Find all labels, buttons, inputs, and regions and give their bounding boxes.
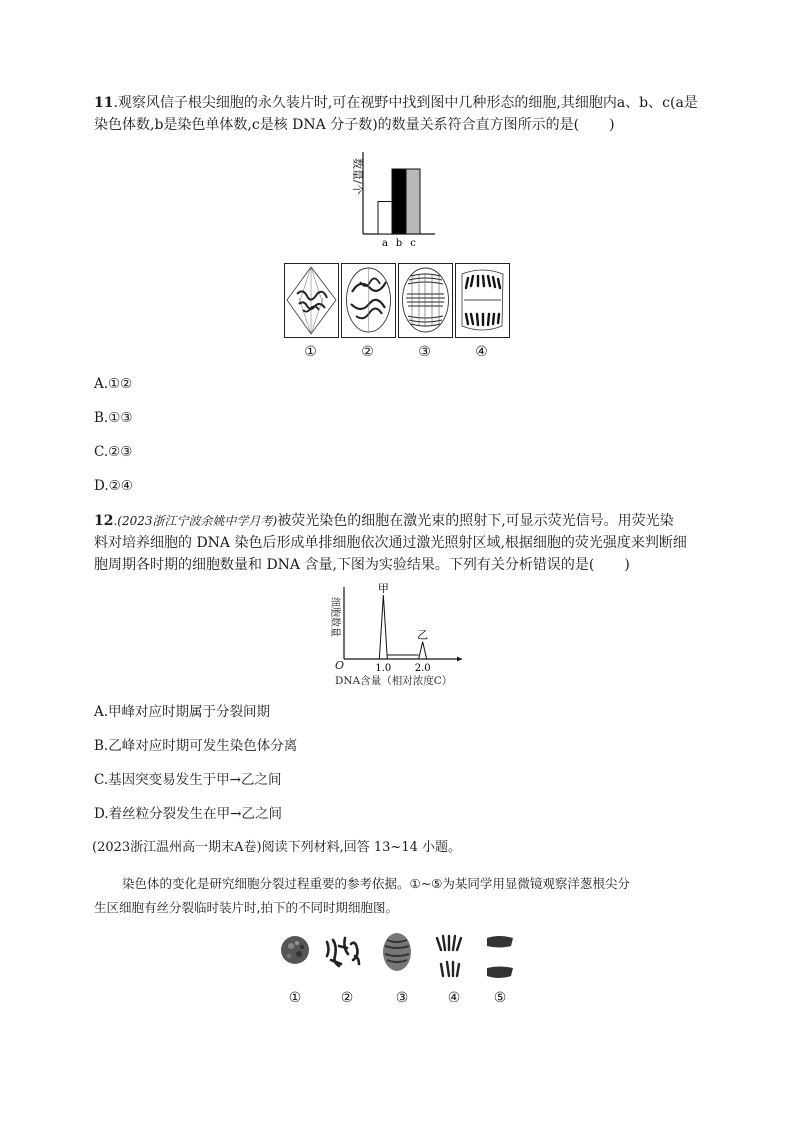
q11-stem: 11.观察风信子根尖细胞的永久装片时,可在视野中找到图中几种形态的细胞,其细胞内a、b、c(a是 染色体数,b是染色单体数,c是核 DNA 分子数)的数量关系符合直方图所示的是( ) bbox=[94, 95, 698, 133]
histogram-category-label: a bbox=[382, 238, 388, 249]
cell-label-4: ④ bbox=[475, 344, 488, 360]
histogram-bar-c bbox=[406, 169, 420, 234]
cell-label-3: ③ bbox=[418, 344, 431, 360]
histogram-bar-a bbox=[378, 202, 392, 235]
q11-number: 11 bbox=[94, 95, 114, 111]
flow-xlabel: DNA含量（相对浓度C） bbox=[335, 675, 453, 687]
q12-stem-line2: 料对培养细胞的 DNA 染色后形成单排细胞依次通过激光照射区域,根据细胞的荧光强度来判断细 bbox=[94, 535, 687, 551]
q12-option-c[interactable]: C.基因突变易发生于甲→乙之间 bbox=[94, 772, 282, 788]
q11-option-b[interactable]: B.①③ bbox=[94, 410, 133, 426]
micrograph-5 bbox=[487, 936, 513, 978]
q12-option-b[interactable]: B.乙峰对应时期可发生染色体分离 bbox=[94, 738, 298, 754]
material-text bbox=[94, 872, 714, 920]
q11-histogram bbox=[340, 150, 450, 250]
prophase-cell-illustration bbox=[342, 264, 395, 337]
q12-source: .(2023浙江宁波余姚中学月考) bbox=[113, 514, 278, 528]
q11-option-c[interactable]: C.②③ bbox=[94, 444, 133, 460]
photo-label-3: ③ bbox=[395, 990, 409, 1006]
cell-label-2: ② bbox=[361, 344, 374, 360]
micrograph-strip bbox=[275, 928, 525, 986]
cell-image-4 bbox=[455, 263, 510, 338]
histogram-category-label: c bbox=[410, 238, 416, 249]
flow-peaks-curve bbox=[379, 595, 429, 659]
material-line1: 染色体的变化是研究细胞分裂过程重要的参考依据。①~⑤为某同学用显微镜观察洋葱根尖分 bbox=[122, 876, 630, 891]
photo-label-1: ① bbox=[288, 990, 302, 1006]
cell-image-1 bbox=[284, 263, 339, 338]
photo-label-4: ④ bbox=[447, 990, 461, 1006]
cell-label-1: ① bbox=[304, 344, 317, 360]
micrograph-4 bbox=[437, 936, 461, 976]
flow-x-tick-label: 1.0 bbox=[375, 663, 392, 674]
micrograph-3 bbox=[383, 933, 411, 971]
cell-image-2 bbox=[341, 263, 396, 338]
flow-peak-label-2: 乙 bbox=[417, 628, 429, 642]
q12-stem: 12.(2023浙江宁波余姚中学月考)被荧光染色的细胞在激光束的照射下,可显示荧光信号。用荧光染 料对培养细胞的 DNA 染色后形成单排细胞依次通过激光照射区域,根据细胞的荧光强度来判断细 胞周期各时期的细胞数量和 DNA 含量,下图为实验结果。下列有关分析错误的是( ) bbox=[94, 513, 687, 573]
q11-option-a[interactable]: A.①② bbox=[94, 376, 133, 392]
q12-flow-chart bbox=[320, 583, 470, 691]
q12-stem-line3: 胞周期各时期的细胞数量和 DNA 含量,下图为实验结果。下列有关分析错误的是( bbox=[94, 557, 595, 573]
cell-image-3 bbox=[398, 263, 453, 338]
q11-option-d[interactable]: D.②④ bbox=[94, 478, 133, 494]
micrograph-1 bbox=[281, 936, 309, 964]
anaphase-cell-illustration bbox=[399, 264, 452, 337]
micrograph-2 bbox=[327, 938, 359, 966]
photo-label-5: ⑤ bbox=[493, 990, 507, 1006]
q12-number: 12 bbox=[94, 513, 114, 529]
material-line2: 生区细胞有丝分裂临时装片时,拍下的不同时期细胞图。 bbox=[94, 900, 398, 915]
flow-origin: O bbox=[335, 659, 345, 672]
q12-option-d[interactable]: D.着丝粒分裂发生在甲→乙之间 bbox=[94, 806, 282, 822]
histogram-category-label: b bbox=[395, 238, 403, 249]
material-intro: (2023浙江温州高一期末A卷)阅读下列材料,回答 13~14 小题。 bbox=[92, 840, 461, 855]
q12-stem-line1: 被荧光染色的细胞在激光束的照射下,可显示荧光信号。用荧光染 bbox=[277, 513, 674, 529]
q11-stem-line2: 染色体数,b是染色单体数,c是核 DNA 分子数)的数量关系符合直方图所示的是( bbox=[94, 117, 580, 133]
flow-ylabel: 细胞数量 bbox=[329, 597, 340, 637]
flow-x-tick-label: 2.0 bbox=[414, 663, 431, 674]
histogram-bar-b bbox=[392, 169, 406, 234]
flow-peak-label-1: 甲 bbox=[377, 583, 389, 595]
q11-stem-line1: .观察风信子根尖细胞的永久装片时,可在视野中找到图中几种形态的细胞,其细胞内a、b、c(a是 bbox=[113, 95, 698, 111]
spindle-cell-illustration bbox=[285, 264, 338, 337]
q12-option-a[interactable]: A.甲峰对应时期属于分裂间期 bbox=[94, 704, 271, 720]
telophase-cell-illustration bbox=[456, 264, 509, 337]
photo-label-2: ② bbox=[340, 990, 354, 1006]
histogram-ylabel: 数量/个 bbox=[351, 158, 364, 195]
